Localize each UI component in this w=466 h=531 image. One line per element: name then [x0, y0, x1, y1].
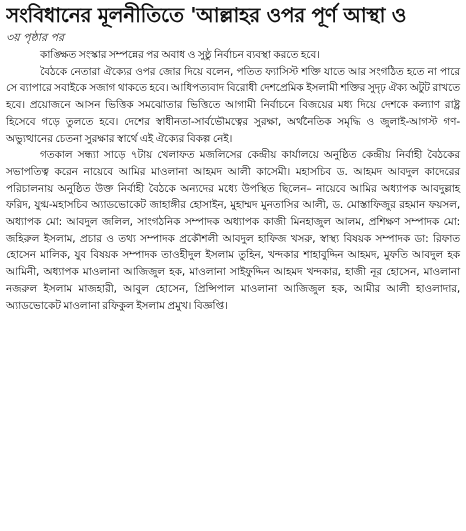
paragraph-1: কাঙ্ক্ষিত সংস্কার সম্পন্নের পর অবাধ ও সুষ্ঠু নির্বাচন ব্যবস্থা করতে হবে।	[40, 49, 320, 61]
paragraph-2: বৈঠকে নেতারা ঐক্যের ওপর জোর দিয়ে বলেন, পতিত ফ্যাসিস্ট শক্তি যাতে আর সংগঠিত হতে না পারে সে ব্যাপারে সবাইকে সজাগ থাকতে হবে। আধিপত্যবাদ বিরোধী দেশপ্রেমিক ইসলামী শক্তির সুদৃঢ় ঐক্য অটুট রাখতে হবে। প্রয়োজনে আসন ভিত্তিক সমঝোতার ভিত্তিতে আগামী নির্বাচনে বিজয়ের মধ্য দিয়ে দেশকে কল্যাণ রাষ্ট্র হিসেবে গড়ে তুলতে হবে। দেশের স্বাধীনতা-সার্বভৌমত্বের সুরক্ষা, অর্থনৈতিক সমৃদ্ধি ও জুলাই-আগস্ট গণ-অভ্যুত্থানের চেতনা সুরক্ষার স্বার্থে এই ঐক্যের বিকল্প নেই।	[6, 65, 460, 145]
continued-from-label: ৩য় পৃষ্ঠার পর	[6, 31, 65, 44]
paragraph-3: গতকাল সন্ধ্যা সাড়ে ৭টায় খেলাফত মজলিসের কেন্দ্রীয় কার্যালয়ে অনুষ্ঠিত কেন্দ্রীয় নির্বাহী বৈঠকের সভাপতিত্ব করেন নায়েবে আমির মাওলানা আহমদ আলী কাসেমী। মহাসচিব ড. আহমদ আবদুল কাদেরের পরিচালনায় অনুষ্ঠিত উক্ত নির্বাহী বৈঠকে অন্যদের মধ্যে উপস্থিত ছিলেন– নায়েবে আমির অধ্যাপক আবদুল্লাহ ফরিদ, যুগ্ম-মহাসচিব অ্যাডভোকেট জাহাঙ্গীর হোসাইন, মুহাম্মদ মুনতাসির আলী, ড. মোস্তাফিজুর রহমান ফয়সল, অধ্যাপক মো: আবদুল জলিল, সাংগঠনিক সম্পাদক অধ্যাপক কাজী মিনহাজুল আলম, প্রশিক্ষণ সম্পাদক মো: জহিরুল ইসলাম, প্রচার ও তথ্য সম্পাদক প্রকৌশলী আবদুল হাফিজ খসরু, স্বাস্থ্য বিষয়ক সম্পাদক ডা: রিফাত হোসেন মালিক, যুব বিষয়ক সম্পাদক তাওহীদুল ইসলাম তুহিন, খন্দকার শাহাবুদ্দিন আহমদ, মুফতি আবদুল হক আমিনী, অধ্যাপক মাওলানা আজিজুল হক, মাওলানা সাইফুদ্দিন আহমদ খন্দকার, হাজী নূর হোসেন, মাওলানা নজরুল ইসলাম মাজহারী, আবুল হোসেন, প্রিন্সিপাল মাওলানা আজিজুল হক, আমীর আলী হাওলাদার, অ্যাডভোকেট মাওলানা রফিকুল ইসলাম প্রমুখ। বিজ্ঞপ্তি।	[6, 149, 460, 312]
headline: সংবিধানের মূলনীতিতে 'আল্লাহর ওপর পূর্ণ আস্থা ও	[6, 3, 407, 27]
